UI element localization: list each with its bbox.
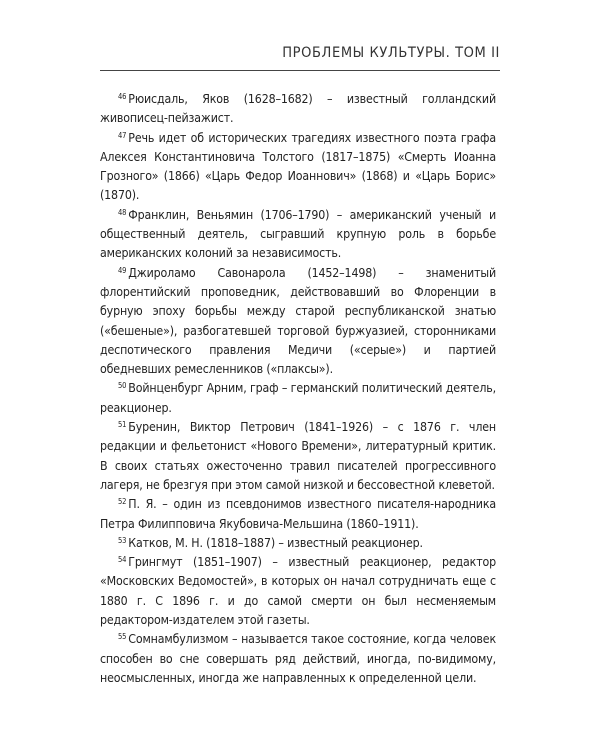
note-number: 53 [118, 535, 127, 545]
note-text: Катков, М. Н. (1818–1887) – известный реакционер. [128, 535, 423, 550]
endnote [100, 630, 496, 688]
note-number: 55 [118, 632, 127, 642]
endnote [100, 418, 496, 495]
note-text: Сомнамбулизмом – называется такое состояние, когда человек способен во сне совершать ряд действий, иногда, по-видимому, неосмысленных, иногда же направленных к определенной цели. [100, 632, 496, 685]
endnotes [100, 90, 496, 688]
endnote [100, 534, 496, 553]
endnote [100, 553, 496, 630]
note-text: Грингмут (1851–1907) – известный реакционер, редактор «Московских Ведомостей», в которых он начал сотрудничать еще с 1880 г. С 1896 г. и до самой смерти он был несменяемым редактором-издателем этой газеты. [100, 555, 496, 628]
note-number: 49 [118, 265, 127, 275]
endnote [100, 495, 496, 534]
note-number: 51 [118, 420, 127, 430]
note-text: Рюисдаль, Яков (1628–1682) – известный голландский живописец-пейзажист. [100, 92, 496, 126]
endnote [100, 206, 496, 264]
header-rule [100, 70, 500, 71]
note-text: Джироламо Савонарола (1452–1498) – знаменитый флорентийский проповедник, действовавший во Флоренции в бурную эпоху борьбы между старой республиканской знатью («бешеные»), разбогатевшей торговой буржуазией, сторонниками деспотического правления Медичи («серые») и партией обедневших ремесленников («плаксы»). [100, 265, 496, 377]
note-number: 52 [118, 497, 127, 507]
note-text: П. Я. – один из псевдонимов известного писателя-народника Петра Филипповича Якубовича-Мельшина (1860–1911). [100, 497, 496, 531]
endnote [100, 90, 496, 129]
running-header: ПРОБЛЕМЫ КУЛЬТУРЫ. ТОМ II [282, 45, 500, 61]
note-number: 54 [118, 555, 127, 565]
note-number: 47 [118, 130, 127, 140]
endnote [100, 264, 496, 380]
note-number: 50 [118, 381, 127, 391]
endnote [100, 379, 496, 418]
endnote [100, 129, 496, 206]
note-number: 46 [118, 92, 127, 101]
note-text: Речь идет об исторических трагедиях известного поэта графа Алексея Константиновича Толстого (1817–1875) «Смерть Иоанна Грозного» (1866) «Царь Федор Иоаннович» (1868) и «Царь Борис» (1870). [100, 130, 496, 203]
note-text: Войнценбург Арним, граф – германский политический деятель, реакционер. [100, 381, 496, 415]
note-text: Буренин, Виктор Петрович (1841–1926) – с 1876 г. член редакции и фельетонист «Нового Времени», литературный критик. В своих статьях ожесточенно травил писателей прогрессивного лагеря, не брезгуя при этом самой низкой и бессовестной клеветой. [100, 420, 496, 492]
note-text: Франклин, Веньямин (1706–1790) – американский ученый и общественный деятель, сыгравший крупную роль в борьбе американских колоний за независимость. [100, 207, 496, 261]
note-number: 48 [118, 207, 127, 217]
